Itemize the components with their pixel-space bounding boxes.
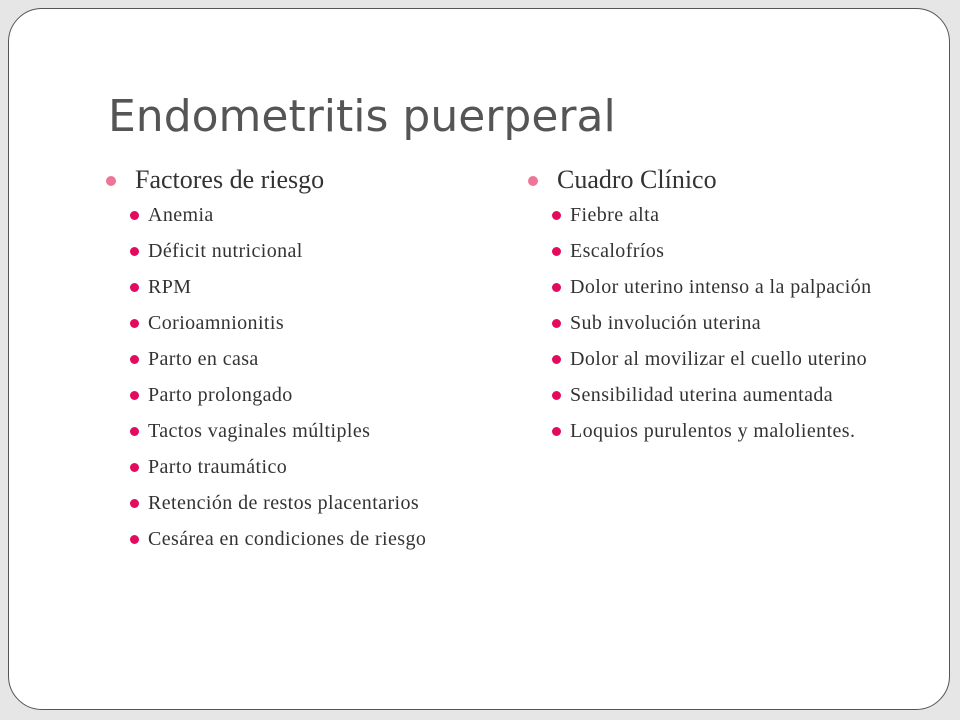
- list-item: [106, 308, 466, 338]
- list-item: [106, 488, 466, 518]
- list-item: [106, 416, 466, 446]
- clinical-picture-heading: Cuadro Clínico: [557, 165, 717, 194]
- bullet-icon: [130, 355, 139, 364]
- bullet-icon: [130, 427, 139, 436]
- bullet-icon: [552, 391, 561, 400]
- bullet-icon: [552, 319, 561, 328]
- list-item-text: Déficit nutricional: [148, 240, 303, 262]
- list-item-text: Anemia: [148, 204, 214, 226]
- bullet-icon: [130, 463, 139, 472]
- list-item: [528, 380, 888, 410]
- bullet-icon: [106, 176, 116, 186]
- list-item-text: Cesárea en condiciones de riesgo: [148, 528, 427, 550]
- slide: [8, 8, 950, 710]
- list-item-text: Retención de restos placentarios: [148, 492, 420, 514]
- list-item-text: Sensibilidad uterina aumentada: [570, 384, 834, 406]
- list-item: [106, 272, 466, 302]
- list-item-text: Corioamnionitis: [148, 312, 284, 334]
- list-item-text: Tactos vaginales múltiples: [148, 420, 371, 442]
- bullet-icon: [130, 535, 139, 544]
- list-item: [528, 272, 888, 302]
- bullet-icon: [528, 176, 538, 186]
- risk-factors-list: [106, 200, 466, 554]
- bullet-icon: [130, 283, 139, 292]
- risk-factors-heading: Factores de riesgo: [135, 165, 325, 194]
- clinical-picture-list: [528, 200, 888, 446]
- list-item: [528, 236, 888, 266]
- bullet-icon: [130, 211, 139, 220]
- bullet-icon: [552, 283, 561, 292]
- list-item-text: Parto traumático: [148, 456, 288, 478]
- list-item-text: RPM: [148, 276, 192, 298]
- clinical-picture-heading-item: [528, 161, 888, 199]
- list-item-text: Parto prolongado: [148, 384, 293, 406]
- list-item: [106, 380, 466, 410]
- list-item-text: Sub involución uterina: [570, 312, 761, 334]
- list-item: [106, 236, 466, 266]
- list-item-text: Loquios purulentos y malolientes.: [570, 420, 856, 442]
- risk-factors-heading-item: [106, 161, 466, 199]
- bullet-icon: [130, 247, 139, 256]
- list-item-text: Escalofríos: [570, 240, 665, 262]
- list-item: [106, 344, 466, 374]
- list-item-text: Dolor uterino intenso a la palpación: [570, 276, 872, 298]
- bullet-icon: [552, 427, 561, 436]
- list-item: [106, 524, 466, 554]
- list-item: [528, 308, 888, 338]
- bullet-icon: [552, 211, 561, 220]
- list-item: [528, 416, 888, 446]
- slide-title: Endometritis puerperal: [108, 91, 616, 142]
- list-item-text: Parto en casa: [148, 348, 259, 370]
- list-item-text: Dolor al movilizar el cuello uterino: [570, 348, 868, 370]
- list-item-text: Fiebre alta: [570, 204, 660, 226]
- list-item: [528, 200, 888, 230]
- list-item: [106, 200, 466, 230]
- bullet-icon: [130, 499, 139, 508]
- bullet-icon: [552, 247, 561, 256]
- list-item: [106, 452, 466, 482]
- bullet-icon: [130, 391, 139, 400]
- bullet-icon: [552, 355, 561, 364]
- risk-factors-column: [106, 161, 466, 560]
- list-item: [528, 344, 888, 374]
- clinical-picture-column: [528, 161, 888, 452]
- bullet-icon: [130, 319, 139, 328]
